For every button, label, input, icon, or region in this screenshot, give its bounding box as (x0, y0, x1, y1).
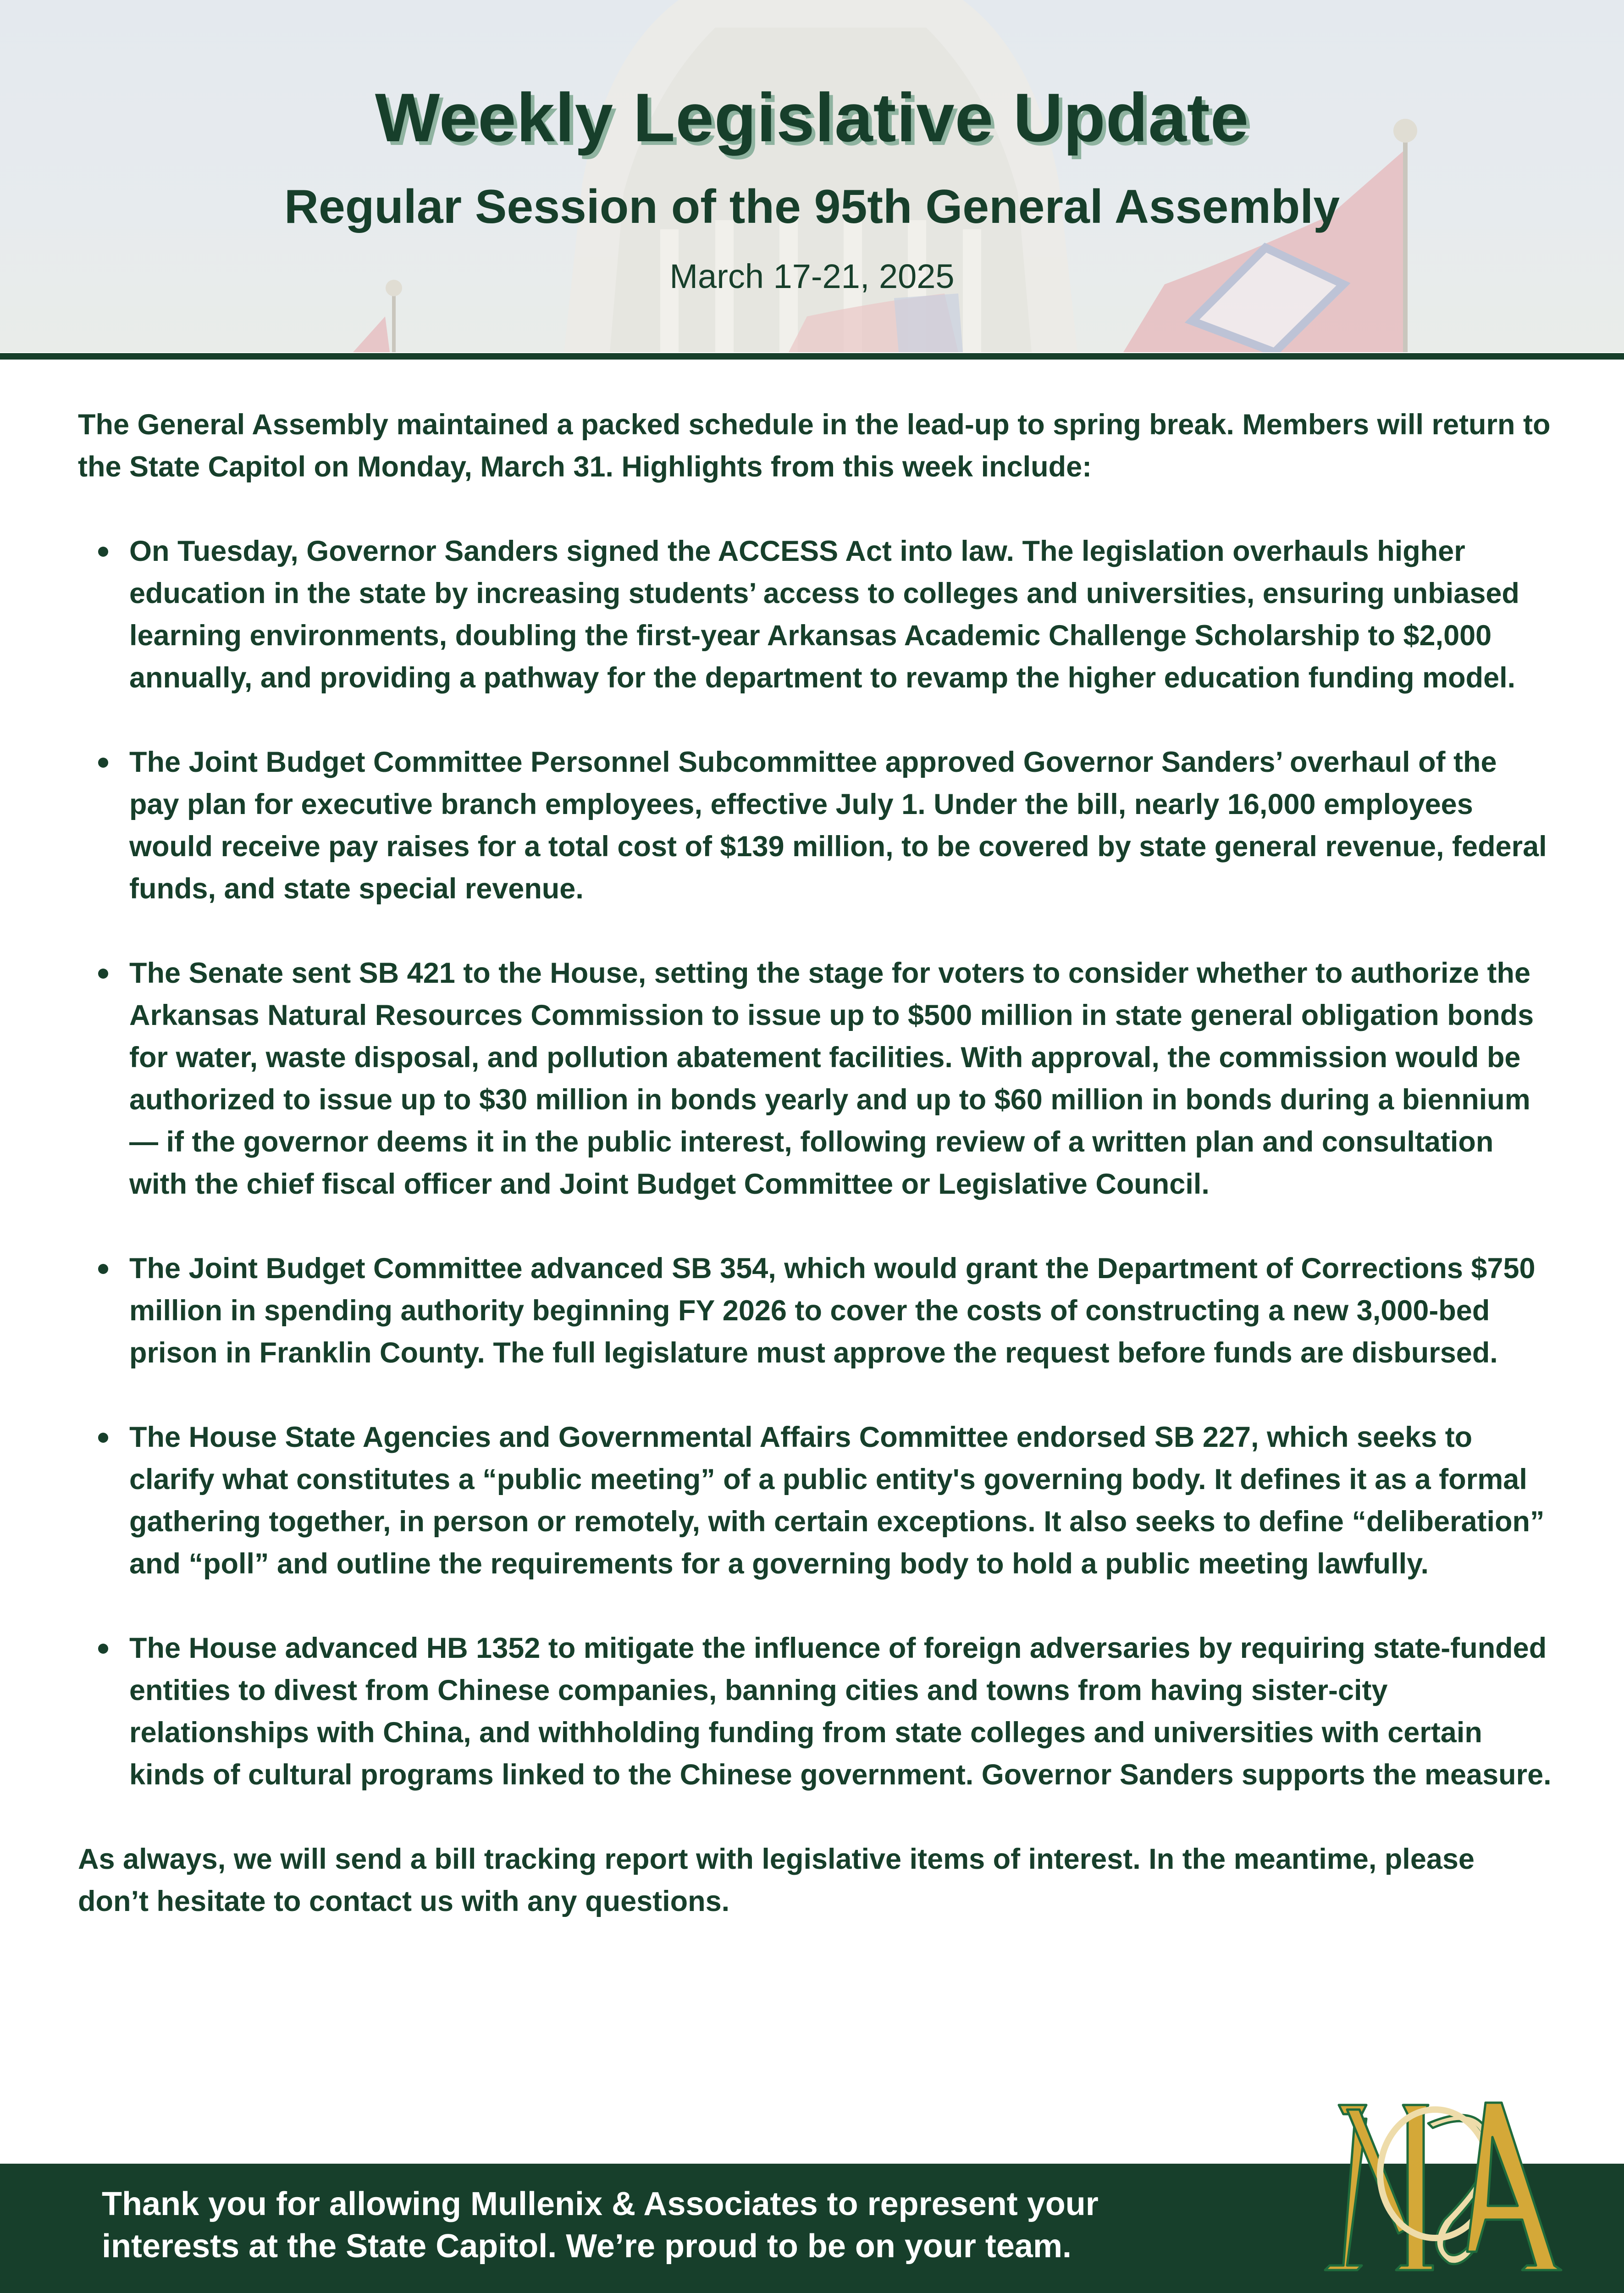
bullet-icon (98, 1264, 108, 1274)
highlight-item (78, 741, 1554, 910)
highlight-text: The Senate sent SB 421 to the House, setting the stage for voters to consider whether to authorize the Arkansas Natural Resources Commission to issue up to $500 million in state general obligation bonds for water, waste disposal, and pollution abatement facilities. With approval, the commission would be authorized to issue up to $30 million in bonds yearly and up to $60 million in bonds during a biennium — if the governor deems it in the public interest, following review of a written plan and consultation with the chief fiscal officer and Joint Budget Committee or Legislative Council. (129, 957, 1534, 1200)
bullet-icon (98, 1644, 108, 1654)
highlight-item (78, 530, 1554, 699)
capitol-background-image (0, 0, 1624, 352)
highlight-item (78, 1627, 1554, 1796)
newsletter-body (78, 404, 1554, 1922)
footer-thank-you-message: Thank you for allowing Mullenix & Associates to represent your interests at the State Capitol. We’re proud to be on your team. (102, 2186, 1099, 2265)
highlight-item (78, 1247, 1554, 1374)
highlight-text: On Tuesday, Governor Sanders signed the ACCESS Act into law. The legislation overhauls higher education in the state by increasing students’ access to colleges and universities, ensuring unbiased learning environments, doubling the first-year Arkansas Academic Challenge Scholarship to $2,000 annually, and providing a pathway for the department to revamp the higher education funding model. (129, 535, 1519, 694)
highlight-text: The House State Agencies and Governmental Affairs Committee endorsed SB 227, which seeks to clarify what constitutes a “public meeting” of a public entity's governing body. It defines it as a formal gathering together, in person or remotely, with certain exceptions. It also seeks to define “deliberation” and “poll” and outline the requirements for a governing body to hold a public meeting lawfully. (129, 1421, 1545, 1580)
bullet-icon (98, 1433, 108, 1443)
highlight-item (78, 1416, 1554, 1585)
highlight-text: The House advanced HB 1352 to mitigate the influence of foreign adversaries by requiring state-funded entities to divest from Chinese companies, banning cities and towns from having sister-city relationships with China, and withholding funding from state colleges and universities with certain kinds of cultural programs linked to the Chinese government. Governor Sanders supports the measure. (129, 1632, 1552, 1791)
intro-paragraph: The General Assembly maintained a packed schedule in the lead-up to spring break. Members will return to the State Capitol on Monday, March 31. Highlights from this week include: (78, 409, 1551, 483)
session-subtitle: Regular Session of the 95th General Assembly (284, 180, 1340, 233)
bullet-icon (98, 969, 108, 979)
header-banner (0, 0, 1624, 352)
highlight-text: The Joint Budget Committee advanced SB 354, which would grant the Department of Corrections $750 million in spending authority beginning FY 2026 to cover the costs of constructing a new 3,000-bed prison in Franklin County. The full legislature must approve the request before funds are disbursed. (129, 1252, 1536, 1369)
highlight-text: The Joint Budget Committee Personnel Subcommittee approved Governor Sanders’ overhaul of the pay plan for executive branch employees, effective July 1. Under the bill, nearly 16,000 employees would receive pay raises for a total cost of $139 million, to be covered by state general revenue, federal funds, and state special revenue. (129, 746, 1547, 905)
page-title: Weekly Legislative Update (375, 79, 1249, 156)
bullet-icon (98, 758, 108, 768)
highlights-list (78, 530, 1554, 1796)
mullenix-associates-logo-icon (1311, 2082, 1568, 2275)
closing-paragraph: As always, we will send a bill tracking report with legislative items of interest. In the meantime, please don’t hesitate to contact us with any questions. (78, 1843, 1475, 1917)
header-divider (0, 353, 1624, 360)
highlight-item (78, 952, 1554, 1205)
bullet-icon (98, 547, 108, 557)
week-date-range: March 17-21, 2025 (669, 257, 955, 295)
